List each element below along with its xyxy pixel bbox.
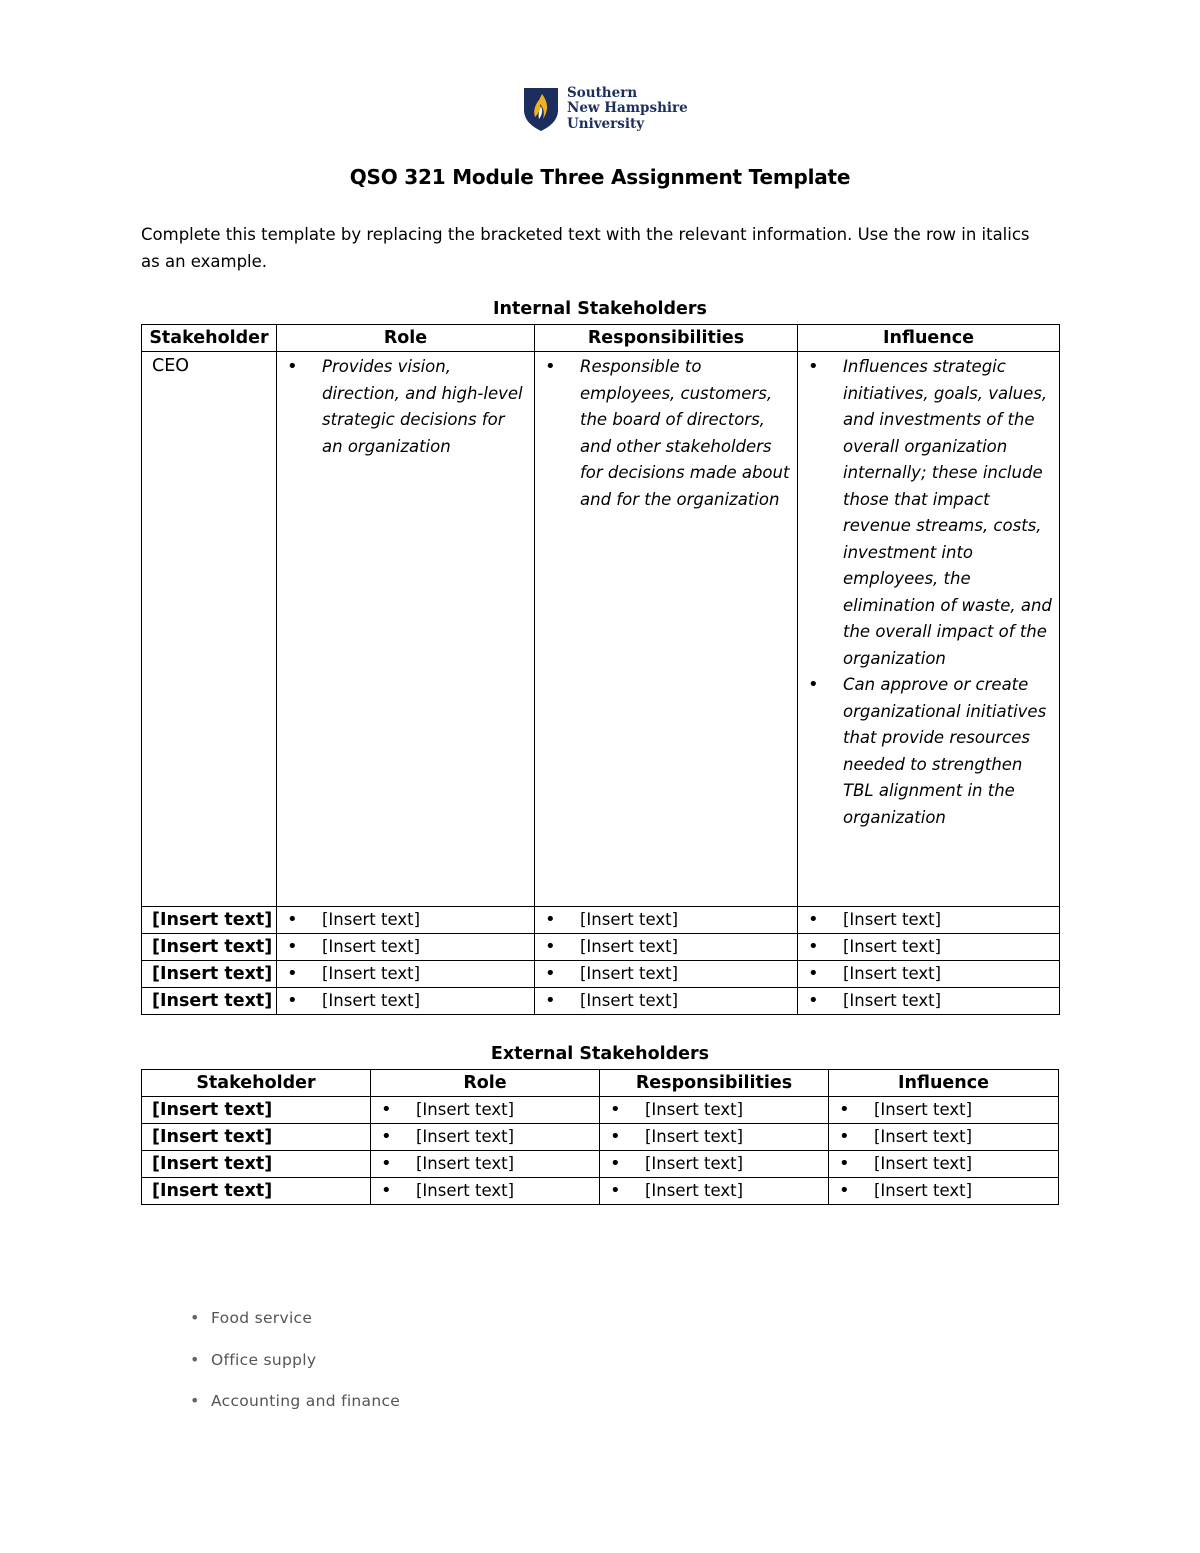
influence-cell[interactable] (829, 1178, 1059, 1205)
list-item: • [Insert text] (600, 1151, 828, 1177)
list-item: • [Insert text] (600, 1124, 828, 1150)
header-stakeholder: Stakeholder (142, 325, 277, 352)
example-influence-cell[interactable] (798, 352, 1060, 907)
stakeholder-text: [Insert text] (152, 991, 273, 1011)
document-title: QSO 321 Module Three Assignment Template (349, 165, 851, 189)
header-responsibilities: Responsibilities (600, 1070, 829, 1097)
list-item: • [Insert text] (600, 1178, 828, 1204)
header-influence: Influence (829, 1070, 1059, 1097)
example-role-list (277, 352, 534, 460)
shield-flame-icon (522, 86, 560, 132)
role-list (371, 1178, 599, 1204)
role-list (277, 961, 534, 987)
table-row (142, 1151, 1059, 1178)
header-influence: Influence (798, 325, 1060, 352)
responsibilities-list (600, 1124, 828, 1150)
role-cell[interactable] (371, 1097, 600, 1124)
stakeholder-cell[interactable] (142, 1124, 371, 1151)
influence-list (829, 1097, 1058, 1123)
external-stakeholders-table (141, 1069, 1059, 1205)
stakeholder-cell[interactable] (142, 934, 277, 961)
logo-line: New Hampshire (567, 100, 688, 117)
influence-cell[interactable] (829, 1151, 1059, 1178)
role-list (277, 934, 534, 960)
logo-wordmark (567, 86, 688, 133)
internal-stakeholders-table (141, 324, 1060, 1015)
logo-line: Southern (567, 84, 638, 101)
stakeholder-text: [Insert text] (152, 1100, 273, 1120)
stakeholder-text: [Insert text] (152, 937, 273, 957)
role-list (371, 1097, 599, 1123)
list-item: • [Insert text] (371, 1151, 599, 1177)
list-item: • [Insert text] (535, 961, 797, 987)
role-list (371, 1124, 599, 1150)
example-responsibilities-list (535, 352, 797, 513)
stakeholder-text: [Insert text] (152, 910, 273, 930)
stakeholder-cell[interactable] (142, 961, 277, 988)
list-item: • [Insert text] (829, 1151, 1058, 1177)
influence-list (798, 988, 1059, 1014)
role-list (277, 988, 534, 1014)
influence-cell[interactable] (798, 988, 1060, 1015)
role-cell[interactable] (371, 1151, 600, 1178)
responsibilities-cell[interactable] (600, 1151, 829, 1178)
list-item: • Influences strategic initiatives, goals, values, and investments of the overall organization internally; these include those that impact revenue streams, costs, investment into employees, the elimination of waste, and the overall impact of the organization (798, 354, 1059, 672)
responsibilities-list (535, 934, 797, 960)
responsibilities-list (600, 1151, 828, 1177)
table-row (142, 1124, 1059, 1151)
table-header-row (142, 325, 1060, 352)
list-item: • Can approve or create organizational initiatives that provide resources needed to strengthen TBL alignment in the organization (798, 672, 1059, 831)
list-item: • [Insert text] (535, 934, 797, 960)
stakeholder-cell[interactable] (142, 907, 277, 934)
stakeholder-cell[interactable] (142, 1151, 371, 1178)
list-item: • Provides vision, direction, and high-level strategic decisions for an organization (277, 354, 534, 460)
influence-list (798, 907, 1059, 933)
list-item: • [Insert text] (600, 1097, 828, 1123)
stakeholder-cell[interactable] (142, 1097, 371, 1124)
influence-cell[interactable] (829, 1124, 1059, 1151)
table-row (142, 934, 1060, 961)
list-item: • Accounting and finance (190, 1388, 400, 1430)
list-item: • [Insert text] (535, 907, 797, 933)
responsibilities-list (535, 961, 797, 987)
role-cell[interactable] (277, 961, 535, 988)
responsibilities-list (535, 988, 797, 1014)
influence-list (829, 1124, 1058, 1150)
table-row (142, 907, 1060, 934)
list-item: • [Insert text] (277, 934, 534, 960)
list-item: • [Insert text] (829, 1178, 1058, 1204)
list-item: • [Insert text] (798, 907, 1059, 933)
responsibilities-cell[interactable] (600, 1178, 829, 1205)
list-item: • [Insert text] (798, 988, 1059, 1014)
list-item: • [Insert text] (277, 988, 534, 1014)
list-item: • Responsible to employees, customers, the board of directors, and other stakeholders for decisions made about and for the organization (535, 354, 797, 513)
header-stakeholder: Stakeholder (142, 1070, 371, 1097)
stakeholder-text: [Insert text] (152, 1127, 273, 1147)
list-item: • [Insert text] (798, 934, 1059, 960)
responsibilities-list (600, 1178, 828, 1204)
responsibilities-cell[interactable] (600, 1124, 829, 1151)
example-role-cell[interactable] (277, 352, 535, 907)
influence-list (829, 1151, 1058, 1177)
role-list (371, 1151, 599, 1177)
header-responsibilities: Responsibilities (535, 325, 798, 352)
table-row (142, 1178, 1059, 1205)
list-item: • [Insert text] (829, 1124, 1058, 1150)
stakeholder-cell[interactable] (142, 1178, 371, 1205)
influence-cell[interactable] (798, 907, 1060, 934)
responsibilities-cell[interactable] (600, 1097, 829, 1124)
role-cell[interactable] (277, 907, 535, 934)
list-item: • [Insert text] (829, 1097, 1058, 1123)
table-header-row (142, 1070, 1059, 1097)
role-list (277, 907, 534, 933)
list-item: • [Insert text] (371, 1178, 599, 1204)
influence-list (829, 1178, 1058, 1204)
responsibilities-cell[interactable] (535, 988, 798, 1015)
list-item: • [Insert text] (371, 1124, 599, 1150)
example-stakeholder: CEO (152, 356, 190, 376)
table-row (142, 1097, 1059, 1124)
example-responsibilities-cell[interactable] (535, 352, 798, 907)
role-cell[interactable] (277, 934, 535, 961)
list-item: • Office supply (190, 1347, 400, 1389)
list-item: • [Insert text] (798, 961, 1059, 987)
responsibilities-cell[interactable] (535, 961, 798, 988)
influence-cell[interactable] (829, 1097, 1059, 1124)
influence-list (798, 961, 1059, 987)
influence-cell[interactable] (798, 934, 1060, 961)
responsibilities-list (600, 1097, 828, 1123)
example-row (142, 352, 1060, 907)
role-cell[interactable] (371, 1124, 600, 1151)
influence-cell[interactable] (798, 961, 1060, 988)
notes-list (190, 1305, 400, 1430)
list-item: • [Insert text] (371, 1097, 599, 1123)
internal-table-caption: Internal Stakeholders (493, 299, 707, 319)
role-cell[interactable] (371, 1178, 600, 1205)
influence-list (798, 934, 1059, 960)
role-cell[interactable] (277, 988, 535, 1015)
stakeholder-text: [Insert text] (152, 1181, 273, 1201)
external-table-caption: External Stakeholders (490, 1044, 710, 1064)
responsibilities-list (535, 907, 797, 933)
logo-line: University (567, 115, 645, 132)
list-item: • [Insert text] (277, 907, 534, 933)
table-row (142, 988, 1060, 1015)
header-role: Role (371, 1070, 600, 1097)
instructions-paragraph: Complete this template by replacing the bracketed text with the relevant information. Use the row in italics as an example. (141, 225, 1030, 271)
table-row (142, 961, 1060, 988)
stakeholder-text: [Insert text] (152, 964, 273, 984)
responsibilities-cell[interactable] (535, 934, 798, 961)
example-influence-list (798, 352, 1059, 831)
snhu-logo (522, 84, 692, 134)
stakeholder-text: [Insert text] (152, 1154, 273, 1174)
example-stakeholder-cell[interactable] (142, 352, 277, 907)
stakeholder-cell[interactable] (142, 988, 277, 1015)
responsibilities-cell[interactable] (535, 907, 798, 934)
list-item: • Food service (190, 1305, 400, 1347)
list-item: • [Insert text] (277, 961, 534, 987)
header-role: Role (277, 325, 535, 352)
list-item: • [Insert text] (535, 988, 797, 1014)
